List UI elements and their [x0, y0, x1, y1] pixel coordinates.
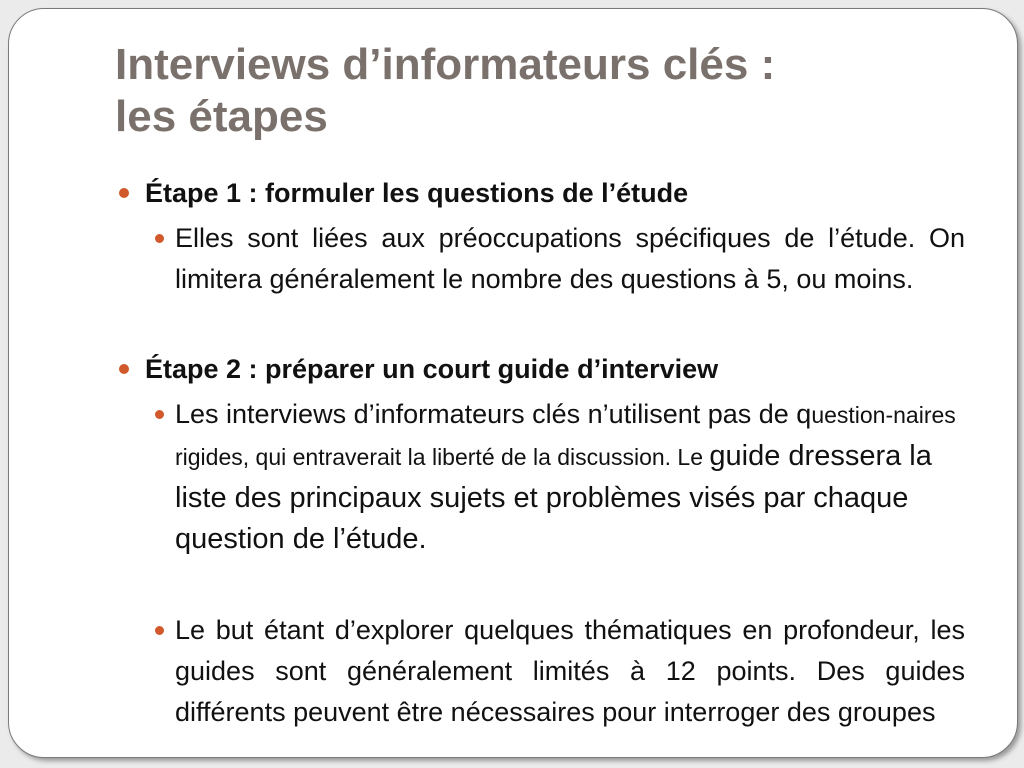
step-1-heading: Étape 1 : formuler les questions de l’étude [145, 178, 689, 208]
slide-card [8, 8, 1018, 758]
slide-title-line-2: les étapes [115, 92, 328, 141]
step-2-point-1-part-a: Les interviews d’informateurs clés n’utilisent pas de q [175, 399, 812, 429]
step-2-heading: Étape 2 : préparer un court guide d’interview [145, 354, 719, 384]
slide-body [9, 9, 1017, 757]
bullet-icon [119, 364, 129, 374]
step-2-point-1-part-c: guide dressera la liste des principaux sujets et problèmes visés par chaque question de l’étude. [175, 440, 932, 555]
slide-title-line-1: Interviews d’informateurs clés : [115, 40, 776, 89]
step-2-point-1 [175, 394, 965, 560]
step-2-point-2: Le but étant d’explorer quelques thématiques en profondeur, les guides sont généralement limités à 12 points. Des guides différents peuvent être nécessaires pour interroger des groupes [175, 615, 965, 727]
bullet-icon [155, 234, 164, 243]
step-2-point-1-part-b: uestion-naires rigides, qui entraverait la liberté de la discussion. Le [175, 402, 956, 470]
bullet-icon [155, 410, 164, 419]
bullet-icon [119, 188, 129, 198]
bullet-icon [155, 626, 164, 635]
step-1-point-1: Elles sont liées aux préoccupations spécifiques de l’étude. On limitera généralement le nombre des questions à 5, ou moins. [175, 223, 965, 294]
